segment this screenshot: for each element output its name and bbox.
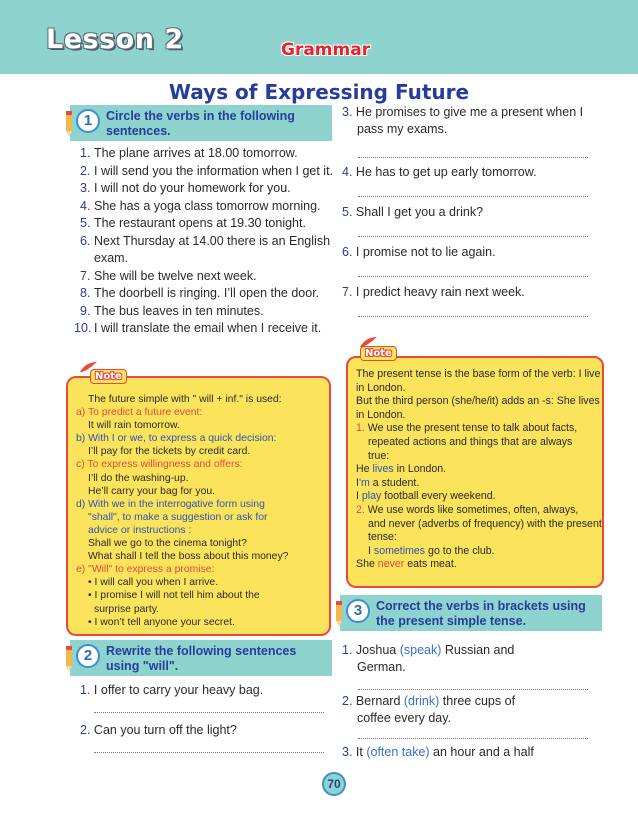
answer-line[interactable] xyxy=(358,236,588,237)
answer-line[interactable] xyxy=(358,738,588,739)
page-heading: Ways of Expressing Future xyxy=(168,80,470,104)
rewrite-q7: 7. I predict heavy rain next week. xyxy=(342,285,525,299)
note-present-text: The present tense is the base form of the verb: I live in London. But the third person (she/he/it) adds an -s: She lives in London. 1. We use the present tense to talk about facts, repeated actions and things that are always true: He lives in London. I'm a student. I play football every weekend. 2. We use words like sometimes, often, always, and never (adverbs of frequency) with the present tense: I sometimes go to the club. She never eats meat. xyxy=(356,368,602,571)
note-tag: Note xyxy=(90,369,127,384)
list-item: 6. Next Thursday at 14.00 there is an English exam. xyxy=(80,233,331,265)
rewrite-q5: 5. Shall I get you a drink? xyxy=(342,205,484,219)
answer-line[interactable] xyxy=(358,196,588,197)
list-item: 3. I will not do your homework for you. xyxy=(80,181,291,196)
exercise-2-item-1: 1. I offer to carry your heavy bag. xyxy=(80,683,264,697)
pencil-icon xyxy=(64,111,74,137)
answer-line[interactable] xyxy=(358,316,588,317)
exercise-3-instruction: Correct the verbs in brackets using the present simple tense. xyxy=(376,599,586,628)
rewrite-q4: 4. He has to get up early tomorrow. xyxy=(342,165,537,179)
rewrite-q6: 6. I promise not to lie again. xyxy=(342,245,496,259)
exercise-3-header xyxy=(340,595,602,631)
list-item: 2. I will send you the information when I get it. xyxy=(80,163,334,178)
exercise-3-item-1: 1. Joshua (speak) Russian and German. xyxy=(342,643,515,674)
pencil-icon xyxy=(334,601,344,627)
note-tag: Note xyxy=(360,346,397,361)
lesson-title: Lesson 2 xyxy=(46,24,184,55)
list-item: 5. The restaurant opens at 19.30 tonight. xyxy=(80,216,306,231)
exercise-1-header xyxy=(70,105,332,141)
list-item: 1. The plane arrives at 18.00 tomorrow. xyxy=(80,146,298,160)
answer-line[interactable] xyxy=(94,752,324,753)
list-item: 9. The bus leaves in ten minutes. xyxy=(80,303,264,318)
rewrite-q3: 3. He promises to give me a present when I pass my exams. xyxy=(342,105,584,136)
page-number: 70 xyxy=(322,772,346,796)
answer-line[interactable] xyxy=(94,712,324,713)
list-item: 10. I will translate the email when I receive it. xyxy=(74,321,322,336)
list-item: 8. The doorbell is ringing. I’ll open the door. xyxy=(80,286,320,301)
pencil-icon xyxy=(64,646,74,672)
exercise-2-item-2: 2. Can you turn off the light? xyxy=(80,723,237,737)
exercise-3-item-2: 2. Bernard (drink) three cups of coffee every day. xyxy=(342,694,516,725)
list-item: 4. She has a yoga class tomorrow morning. xyxy=(80,198,321,213)
exercise-1-badge: 1 xyxy=(76,109,100,133)
exercise-1-instruction: Circle the verbs in the following sentences. xyxy=(106,109,295,138)
exercise-3-item-3: 3. It (often take) an hour and a half xyxy=(342,745,534,759)
answer-line[interactable] xyxy=(358,157,588,158)
exercise-2-instruction: Rewrite the following sentences using "will". xyxy=(106,644,297,673)
answer-line[interactable] xyxy=(358,276,588,277)
exercise-2-header xyxy=(70,640,332,676)
answer-line[interactable] xyxy=(358,689,588,690)
section-title: Grammar xyxy=(281,40,371,60)
note-future-text: The future simple with " will + inf." is used: a) To predict a future event: It will rain tomorrow. b) With I or we, to express a quick decision: I’ll pay for the tickets by credit card. c) To express willingness and offers: I’ll do the washing-up. He’ll carry your bag for you. d) With we in the interrogative form using "shall", to make a suggestion or ask for advice or instructions : Shall we go to the cinema tonight? What shall I tell the boss about this money? e) "Will" to express a promise: • I will call you when I arrive. • I promise I will not tell him about the surprise party. • I won’t tell anyone your secret. xyxy=(76,394,289,628)
list-item: 7. She will be twelve next week. xyxy=(80,268,257,283)
exercise-2-badge: 2 xyxy=(76,644,100,668)
exercise-3-badge: 3 xyxy=(346,599,370,623)
exercise-1-list xyxy=(74,145,336,338)
